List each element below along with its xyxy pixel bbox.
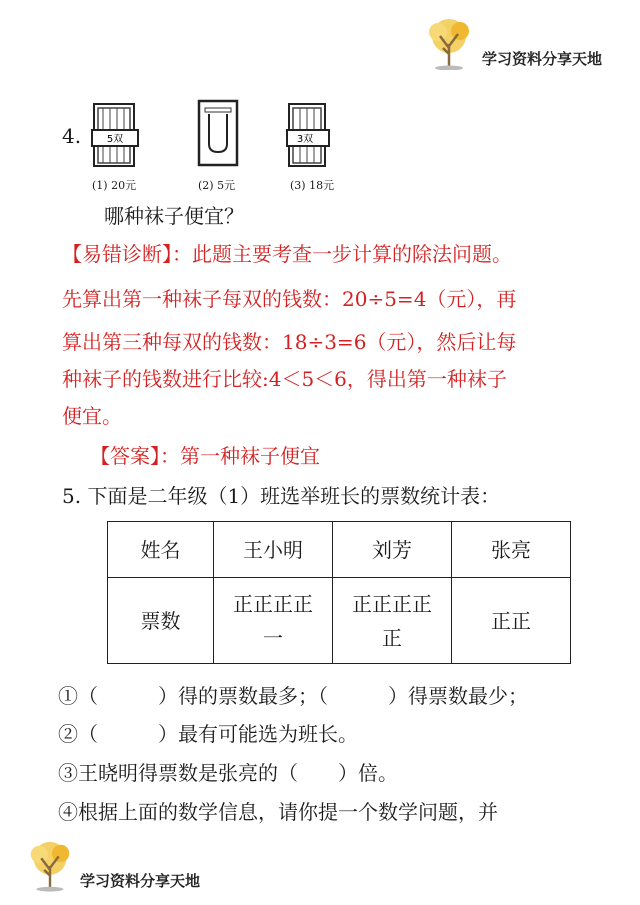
sock-package-1-icon bbox=[90, 100, 140, 170]
analysis-line-5: 便宜。 bbox=[62, 404, 122, 428]
footer-brand: 学习资料分享天地 bbox=[80, 872, 201, 890]
header-logo bbox=[420, 18, 478, 74]
package-3-label: 3双 bbox=[296, 134, 314, 145]
header-candidate-3: 张亮 bbox=[452, 522, 571, 578]
q5-title: 5. 下面是二年级（1）班选举班长的票数统计表： bbox=[62, 484, 501, 508]
sock-package-3-icon bbox=[285, 100, 331, 170]
analysis-line-1: 【易错诊断】：此题主要考查一步计算的除法问题。 bbox=[62, 242, 512, 266]
q4-question: 哪种袜子便宜？ bbox=[104, 204, 244, 228]
tally-line: 正 bbox=[382, 625, 402, 650]
subquestion-4: ④根据上面的数学信息，请你提一个数学问题，并 bbox=[58, 800, 498, 824]
tally-line: 正正正正 bbox=[352, 591, 432, 616]
vote-table bbox=[107, 521, 571, 664]
header-brand: 学习资料分享天地 bbox=[482, 50, 603, 68]
header-candidate-2: 刘芳 bbox=[333, 522, 452, 578]
tally-line: 正正 bbox=[491, 608, 531, 633]
option-2-caption: (2) 5元 bbox=[198, 179, 236, 192]
subquestion-2: ②（ ）最有可能选为班长。 bbox=[58, 722, 358, 746]
tally-line: 一 bbox=[263, 625, 283, 650]
subquestion-1: ①（ ）得的票数最多；（ ）得票数最少； bbox=[58, 684, 528, 708]
package-1-label: 5双 bbox=[106, 134, 124, 145]
option-1-caption: (1) 20元 bbox=[92, 179, 137, 192]
tally-candidate-2 bbox=[333, 578, 452, 664]
tally-line: 正正正正 bbox=[233, 591, 313, 616]
footer-logo bbox=[22, 840, 78, 896]
analysis-line-3: 算出第三种每双的钱数：18÷3=6（元），然后让每 bbox=[62, 330, 517, 354]
tree-logo-icon bbox=[420, 18, 478, 70]
analysis-line-2: 先算出第一种袜子每双的钱数：20÷5=4（元），再 bbox=[62, 287, 517, 311]
option-3-caption: (3) 18元 bbox=[290, 179, 335, 192]
row-label-votes: 票数 bbox=[108, 578, 214, 664]
header-name: 姓名 bbox=[108, 522, 214, 578]
analysis-line-4: 种袜子的钱数进行比较:4＜5＜6，得出第一种袜子 bbox=[62, 367, 507, 391]
header-candidate-1: 王小明 bbox=[214, 522, 333, 578]
sock-single-icon bbox=[196, 98, 240, 168]
tally-candidate-1 bbox=[214, 578, 333, 664]
tally-candidate-3 bbox=[452, 578, 571, 664]
q4-answer: 【答案】：第一种袜子便宜 bbox=[90, 444, 320, 468]
subquestion-3: ③王晓明得票数是张亮的（ ）倍。 bbox=[58, 761, 398, 785]
q4-number: 4. bbox=[62, 124, 82, 148]
tree-logo-icon bbox=[22, 840, 78, 892]
